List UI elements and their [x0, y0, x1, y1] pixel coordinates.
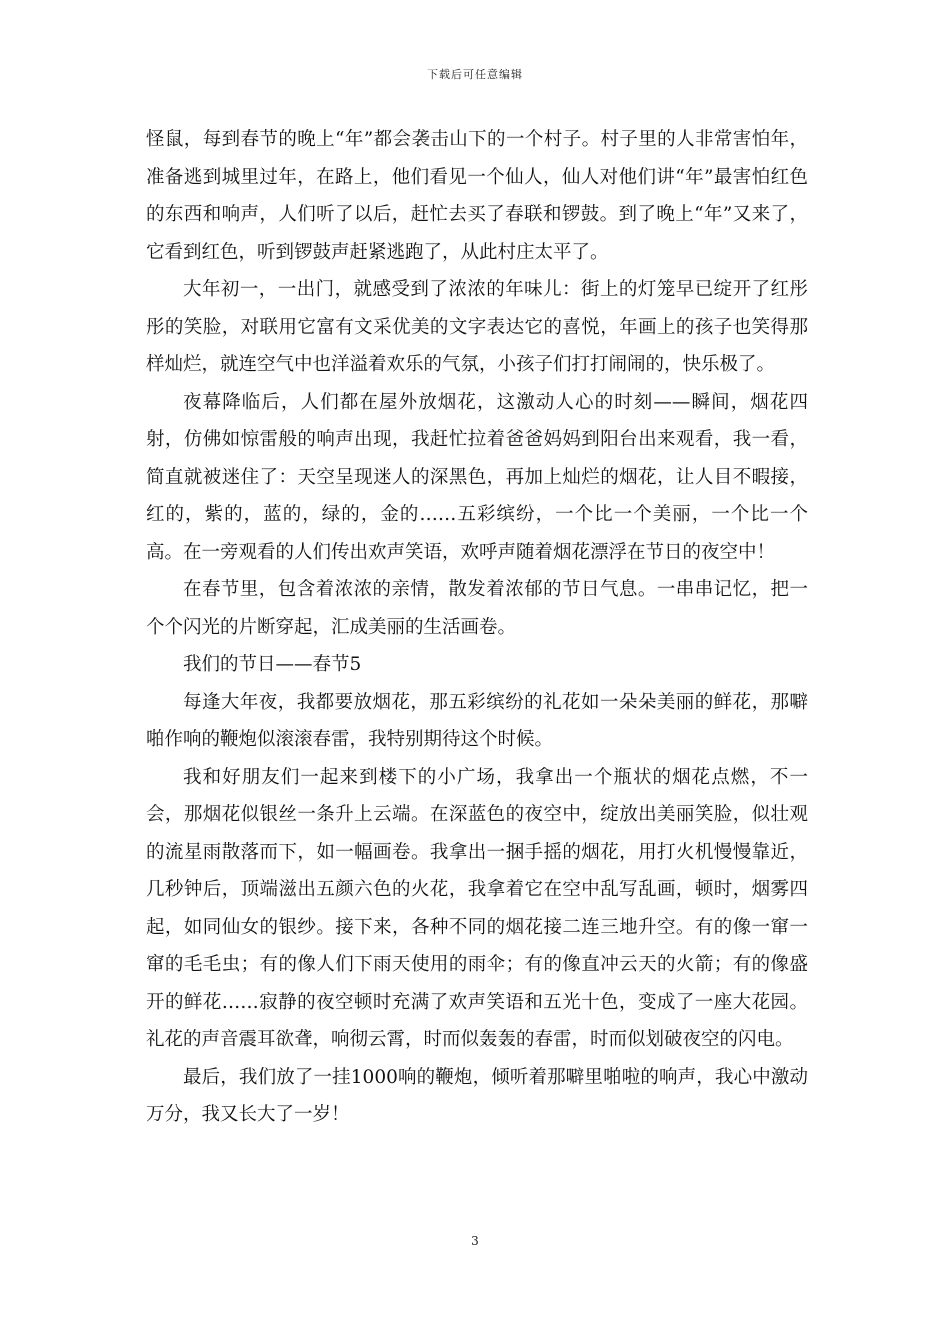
paragraph-festival-memories: 在春节里，包含着浓浓的亲情，散发着浓郁的节日气息。一串串记忆，把一个个闪光的片断穿起，汇成美丽的生活画卷。 [146, 579, 808, 638]
paragraph-new-year-eve: 每逢大年夜，我都要放烟花，那五彩缤纷的礼花如一朵朵美丽的鲜花，那噼啪作响的鞭炮似滚滚春雷，我特别期待这个时候。 [146, 691, 808, 750]
section-heading: 我们的节日——春节5 [183, 654, 362, 675]
page-number: 3 [471, 1234, 479, 1248]
paragraph-nian-legend: 怪鼠，每到春节的晚上“年”都会袭击山下的一个村子。村子里的人非常害怕年，准备逃到城里过年，在路上，他们看见一个仙人，仙人对他们讲“年”最害怕红色的东西和响声，人们听了以后，赶忙去买了春联和锣鼓。到了晚上“年”又来了，它看到红色，听到锣鼓声赶紧逃跑了，从此村庄太平了。 [146, 129, 808, 263]
document-body [146, 121, 808, 1134]
paragraph-new-year-day: 大年初一，一出门，就感受到了浓浓的年味儿：街上的灯笼早已绽开了红彤彤的笑脸，对联用它富有文采优美的文字表达它的喜悦，年画上的孩子也笑得那样灿烂，就连空气中也洋溢着欢乐的气氛，小孩子们打打闹闹的，快乐极了。 [146, 279, 808, 375]
paragraph-fireworks-night: 夜幕降临后，人们都在屋外放烟花，这激动人心的时刻——瞬间，烟花四射，仿佛如惊雷般的响声出现，我赶忙拉着爸爸妈妈到阳台出来观看，我一看，简直就被迷住了：天空呈现迷人的深黑色，再加上灿烂的烟花，让人目不暇接，红的，紫的，蓝的，绿的，金的……五彩缤纷，一个比一个美丽，一个比一个高。在一旁观看的人们传出欢声笑语，欢呼声随着烟花漂浮在节日的夜空中！ [146, 391, 808, 563]
paragraph-firecrackers: 最后，我们放了一挂1000响的鞭炮，倾听着那噼里啪啦的响声，我心中激动万分，我又长大了一岁！ [146, 1066, 808, 1125]
paragraph-square-fireworks: 我和好朋友们一起来到楼下的小广场，我拿出一个瓶状的烟花点燃，不一会，那烟花似银丝一条升上云端。在深蓝色的夜空中，绽放出美丽笑脸，似壮观的流星雨散落而下，如一幅画卷。我拿出一捆手摇的烟花，用打火机慢慢靠近，几秒钟后，顶端滋出五颜六色的火花，我拿着它在空中乱写乱画，顿时，烟雾四起，如同仙女的银纱。接下来，各种不同的烟花接二连三地升空。有的像一窜一窜的毛毛虫；有的像人们下雨天使用的雨伞；有的像直冲云天的火箭；有的像盛开的鲜花……寂静的夜空顿时充满了欢声笑语和五光十色，变成了一座大花园。礼花的声音震耳欲聋，响彻云霄，时而似轰轰的春雷，时而似划破夜空的闪电。 [146, 766, 808, 1050]
header-note: 下载后可任意编辑 [427, 68, 523, 81]
